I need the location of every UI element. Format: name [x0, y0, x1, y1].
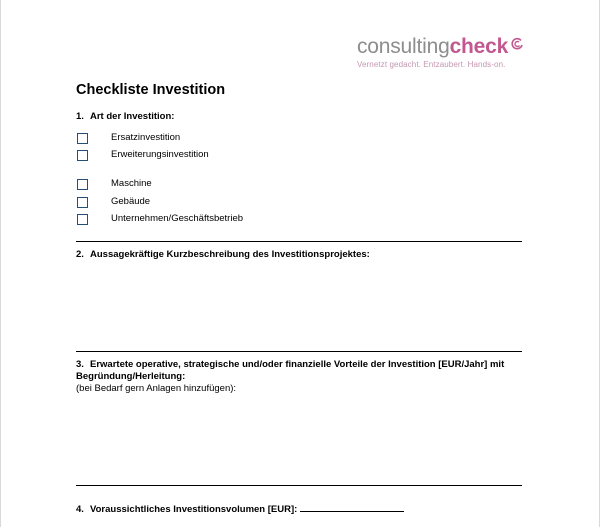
logo-wordmark — [357, 36, 527, 58]
option-label: Maschine — [111, 178, 152, 189]
section-note: (bei Bedarf gern Anlagen hinzufügen): — [76, 383, 237, 394]
checkbox[interactable] — [77, 197, 88, 208]
divider — [76, 351, 522, 352]
section-title: Erwartete operative, strategische und/oder finanzielle Vorteile der Investition [EUR/Jahr] mit Begründung/Herleitung: — [76, 359, 505, 382]
section-number: 1. — [76, 111, 84, 122]
option-label: Erweiterungsinvestition — [111, 149, 209, 160]
section-title: Art der Investition: — [90, 111, 175, 122]
logo-word-consulting: consulting — [357, 35, 450, 58]
section-title: Aussagekräftige Kurzbeschreibung des Investitionsprojektes: — [90, 249, 370, 260]
section-1-heading — [76, 111, 528, 123]
checkbox[interactable] — [77, 179, 88, 190]
option-gebaeude[interactable] — [77, 195, 151, 209]
logo-word-check: check — [449, 35, 509, 58]
swirl-mark-icon — [510, 37, 524, 51]
logo-tagline: Vernetzt gedacht. Entzaubert. Hands-on. — [357, 60, 506, 69]
option-maschine[interactable] — [77, 177, 152, 191]
section-number: 3. — [76, 359, 84, 370]
checkbox[interactable] — [77, 150, 88, 161]
divider — [76, 485, 522, 486]
document-title: Checkliste Investition — [76, 82, 226, 98]
section-2-heading — [76, 249, 528, 261]
checkbox[interactable] — [77, 133, 88, 144]
option-ersatzinvestition[interactable] — [77, 131, 181, 145]
section-number: 4. — [76, 504, 84, 515]
section-title: Voraussichtliches Investitionsvolumen [EUR]: — [90, 504, 298, 515]
option-label: Gebäude — [111, 196, 151, 207]
section-number: 2. — [76, 249, 84, 260]
option-erweiterungsinvestition[interactable] — [77, 148, 209, 162]
section-4-heading — [76, 502, 528, 516]
option-label: Ersatzinvestition — [111, 132, 181, 143]
divider — [76, 241, 522, 242]
consultingcheck-logo — [357, 36, 527, 69]
volume-input-line[interactable] — [300, 502, 404, 512]
option-label: Unternehmen/Geschäftsbetrieb — [111, 213, 244, 224]
section-3-heading — [76, 359, 528, 395]
checkbox[interactable] — [77, 214, 88, 225]
option-unternehmen[interactable] — [77, 212, 244, 226]
